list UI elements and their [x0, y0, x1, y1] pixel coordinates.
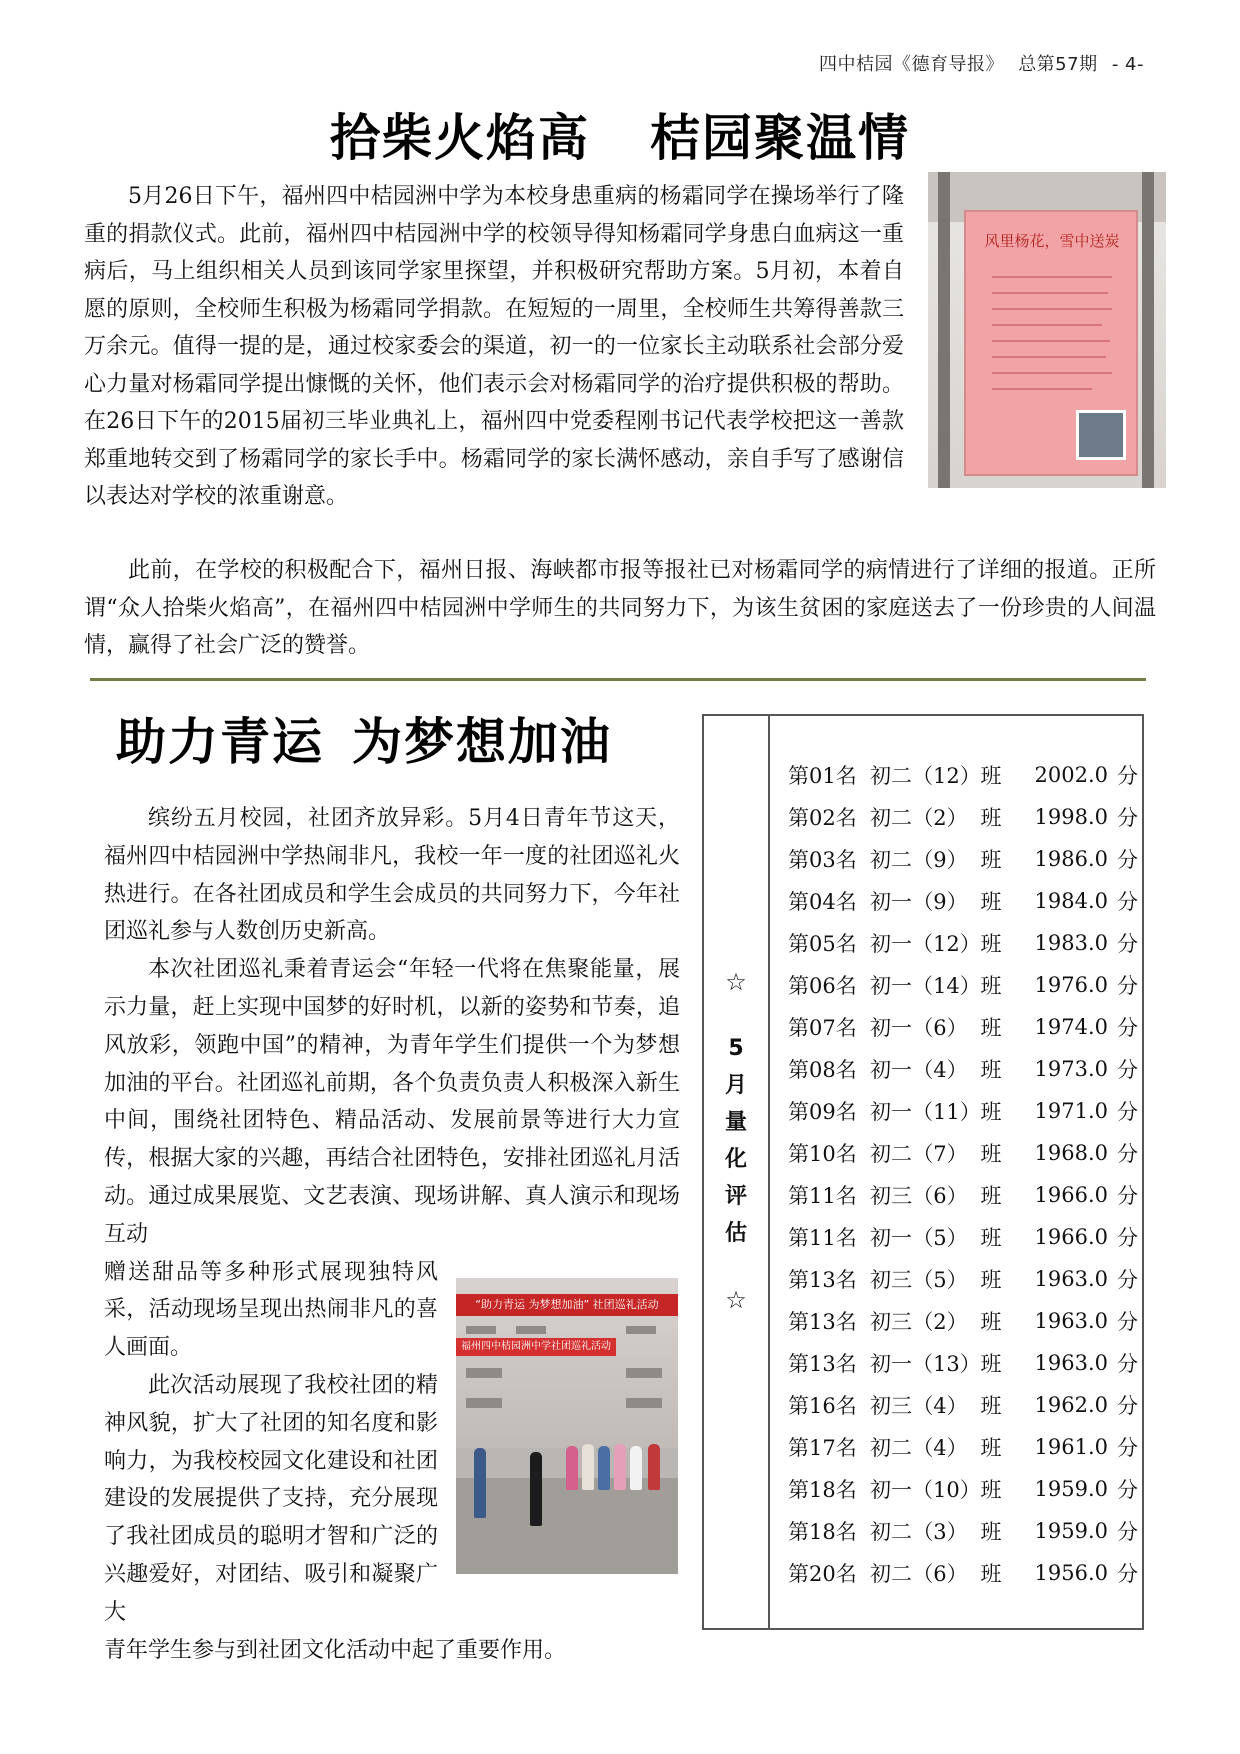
- rank-position: 第06名: [788, 974, 857, 998]
- ranking-row: [788, 1090, 1138, 1132]
- publication-name: 四中桔园《德育导报》: [818, 54, 1004, 75]
- rank-class-word: 班: [980, 848, 1002, 872]
- ranking-row: [788, 1258, 1138, 1300]
- article1-title: [0, 98, 1240, 170]
- article1-body: [84, 178, 904, 516]
- ranking-row: [788, 1174, 1138, 1216]
- rank-position: 第05名: [788, 932, 857, 956]
- rank-unit: 分: [1117, 1226, 1138, 1250]
- rank-class-word: 班: [980, 1226, 1002, 1250]
- rank-unit: 分: [1117, 1016, 1138, 1040]
- photo-window: [516, 1326, 546, 1334]
- article2-paragraph: 缤纷五月校园，社团齐放异彩。5月4日青年节这天，福州四中桔园洲中学热闹非凡，我校一年一度的社团巡礼火热进行。在各社团成员和学生会成员的共同努力下，今年社团巡礼参与人数创历史新高。: [104, 806, 680, 945]
- photo-frame-post: [938, 172, 950, 488]
- poster-board: [964, 210, 1138, 476]
- rank-unit: 分: [1117, 1562, 1138, 1586]
- rank-class-word: 班: [980, 1310, 1002, 1334]
- photo-banner: 福州四中桔园洲中学社团巡礼活动: [456, 1338, 616, 1356]
- rank-grade: 初三: [870, 1394, 912, 1418]
- rank-class-number: （5）: [912, 1226, 968, 1250]
- poster-text-line: [992, 340, 1110, 342]
- article1-body-continued: [84, 552, 1156, 665]
- rank-class-number: （6）: [912, 1184, 968, 1208]
- article1-title-part2: 桔园聚温情: [650, 109, 910, 167]
- ranking-row: [788, 838, 1138, 880]
- photo-person: [614, 1444, 626, 1490]
- rank-class-number: （3）: [912, 1520, 968, 1544]
- article2-paragraph: 此次活动展现了我校社团的精神风貌，扩大了社团的知名度和影响力，为我校校园文化建设和社团建设的发展提供了支持，充分展现了我社团成员的聪明才智和广泛的兴趣爱好，对团结、吸引和凝聚广大: [104, 1372, 438, 1625]
- photo-window: [466, 1368, 502, 1378]
- rank-class-number: （2）: [912, 1310, 968, 1334]
- rank-unit: 分: [1117, 1142, 1138, 1166]
- rank-class-number: （6）: [912, 1016, 968, 1040]
- ranking-row: [788, 1342, 1138, 1384]
- photo-window: [626, 1326, 656, 1334]
- rank-grade: 初二: [870, 1520, 912, 1544]
- rank-unit: 分: [1117, 1478, 1138, 1502]
- photo-person: [566, 1446, 578, 1490]
- rank-grade: 初三: [870, 1184, 912, 1208]
- poster-title: 风里杨花，雪中送炭: [984, 232, 1120, 250]
- photo-ground: [456, 1478, 678, 1574]
- page-header: [811, 50, 1144, 76]
- rank-class-number: （4）: [912, 1436, 968, 1460]
- sidebar-vertical-title: [704, 968, 768, 1314]
- ranking-row: [788, 880, 1138, 922]
- rank-position: 第09名: [788, 1100, 857, 1124]
- ranking-row: [788, 1426, 1138, 1468]
- rank-grade: 初一: [870, 1352, 912, 1376]
- rank-grade: 初一: [870, 974, 912, 998]
- rank-score: 1971.0: [1034, 1099, 1108, 1123]
- photo-banner: “助力青运 为梦想加油” 社团巡礼活动: [456, 1294, 678, 1316]
- rank-class-word: 班: [980, 1520, 1002, 1544]
- rank-score: 1974.0: [1034, 1015, 1108, 1039]
- rank-position: 第11名: [788, 1184, 857, 1208]
- rank-class-number: （2）: [912, 806, 968, 830]
- rank-score: 1962.0: [1034, 1393, 1108, 1417]
- rank-position: 第03名: [788, 848, 857, 872]
- photo-frame-post: [1142, 172, 1154, 488]
- ranking-row: [788, 1216, 1138, 1258]
- rank-score: 1968.0: [1034, 1141, 1108, 1165]
- rank-grade: 初一: [870, 1058, 912, 1082]
- rank-class-word: 班: [980, 1058, 1002, 1082]
- rank-class-number: （12）: [912, 764, 981, 788]
- rank-unit: 分: [1117, 1058, 1138, 1082]
- rank-position: 第08名: [788, 1058, 857, 1082]
- rank-grade: 初一: [870, 932, 912, 956]
- sidebar-divider: [768, 716, 770, 1628]
- rank-class-number: （12）: [912, 932, 981, 956]
- rank-grade: 初一: [870, 890, 912, 914]
- rank-score: 1998.0: [1034, 805, 1108, 829]
- article1-paragraph: 此前，在学校的积极配合下，福州日报、海峡都市报等报社已对杨霜同学的病情进行了详细的报道。正所谓“众人拾柴火焰高”，在福州四中桔园洲中学师生的共同努力下，为该生贫困的家庭送去了一份珍贵的人间温情，赢得了社会广泛的赞誉。: [84, 558, 1156, 658]
- rank-grade: 初一: [870, 1100, 912, 1124]
- ranking-row: [788, 1384, 1138, 1426]
- rank-position: 第11名: [788, 1226, 857, 1250]
- vertical-title-char: 评: [724, 1184, 747, 1209]
- rank-position: 第13名: [788, 1268, 857, 1292]
- rank-class-word: 班: [980, 1352, 1002, 1376]
- rank-grade: 初一: [870, 1478, 912, 1502]
- rank-class-word: 班: [980, 1478, 1002, 1502]
- rank-unit: 分: [1117, 1436, 1138, 1460]
- rank-unit: 分: [1117, 932, 1138, 956]
- rank-score: 1956.0: [1034, 1561, 1108, 1585]
- rank-grade: 初一: [870, 1016, 912, 1040]
- rank-unit: 分: [1117, 1268, 1138, 1292]
- rank-class-number: （14）: [912, 974, 981, 998]
- rank-class-word: 班: [980, 1268, 1002, 1292]
- rank-score: 2002.0: [1034, 763, 1108, 787]
- vertical-title-char: 量: [724, 1110, 747, 1135]
- section-divider: [90, 678, 1146, 681]
- rank-grade: 初二: [870, 806, 912, 830]
- rank-unit: 分: [1117, 1352, 1138, 1376]
- rank-class-number: （13）: [912, 1352, 981, 1376]
- vertical-title-char: 5: [728, 1036, 744, 1061]
- donation-poster-photo: [928, 172, 1166, 488]
- poster-text-line: [992, 388, 1092, 390]
- ranking-row: [788, 1048, 1138, 1090]
- rank-grade: 初二: [870, 764, 912, 788]
- rank-score: 1963.0: [1034, 1267, 1108, 1291]
- rank-class-word: 班: [980, 1100, 1002, 1124]
- article1-title-part1: 拾柴火焰高: [330, 109, 590, 167]
- vertical-title-char: 估: [724, 1221, 747, 1246]
- rank-grade: 初一: [870, 1226, 912, 1250]
- rank-score: 1966.0: [1034, 1225, 1108, 1249]
- poster-text-line: [992, 356, 1106, 358]
- rank-score: 1976.0: [1034, 973, 1108, 997]
- rank-score: 1963.0: [1034, 1309, 1108, 1333]
- photo-person: [598, 1446, 610, 1490]
- ranking-list: [788, 754, 1138, 1594]
- rank-position: 第18名: [788, 1478, 857, 1502]
- rank-class-word: 班: [980, 1184, 1002, 1208]
- article2-title-part2: 为梦想加油: [352, 713, 612, 771]
- rank-score: 1959.0: [1034, 1477, 1108, 1501]
- rank-score: 1961.0: [1034, 1435, 1108, 1459]
- rank-score: 1984.0: [1034, 889, 1108, 913]
- poster-text-line: [992, 324, 1102, 326]
- page-number: - 4-: [1111, 54, 1144, 75]
- photo-window: [466, 1326, 496, 1334]
- rank-class-word: 班: [980, 890, 1002, 914]
- rank-class-word: 班: [980, 1562, 1002, 1586]
- rank-unit: 分: [1117, 1184, 1138, 1208]
- rank-class-number: （6）: [912, 1562, 968, 1586]
- ranking-row: [788, 1510, 1138, 1552]
- rank-position: 第13名: [788, 1352, 857, 1376]
- club-parade-photo: [456, 1278, 678, 1574]
- vertical-title-char: 月: [724, 1073, 747, 1098]
- rank-class-number: （4）: [912, 1394, 968, 1418]
- photo-person: [648, 1444, 660, 1490]
- rank-unit: 分: [1117, 1394, 1138, 1418]
- ranking-row: [788, 964, 1138, 1006]
- rank-class-number: （5）: [912, 1268, 968, 1292]
- photo-person: [630, 1446, 642, 1490]
- photo-window: [626, 1368, 662, 1378]
- ranking-row: [788, 922, 1138, 964]
- rank-position: 第04名: [788, 890, 857, 914]
- ranking-row: [788, 1300, 1138, 1342]
- rank-unit: 分: [1117, 1520, 1138, 1544]
- rank-class-word: 班: [980, 1436, 1002, 1460]
- ranking-row: [788, 1132, 1138, 1174]
- poster-text-line: [992, 276, 1112, 278]
- rank-class-number: （11）: [912, 1100, 981, 1124]
- rank-class-word: 班: [980, 1142, 1002, 1166]
- rank-position: 第17名: [788, 1436, 857, 1460]
- rank-grade: 初三: [870, 1310, 912, 1334]
- rank-score: 1959.0: [1034, 1519, 1108, 1543]
- rank-position: 第01名: [788, 764, 857, 788]
- article2-paragraph-continued: 赠送甜品等多种形式展现独特风采，活动现场呈现出热闹非凡的喜人画面。: [104, 1259, 438, 1361]
- rank-position: 第18名: [788, 1520, 857, 1544]
- poster-text-line: [992, 292, 1108, 294]
- rank-score: 1973.0: [1034, 1057, 1108, 1081]
- ranking-row: [788, 1468, 1138, 1510]
- rank-score: 1986.0: [1034, 847, 1108, 871]
- rank-class-word: 班: [980, 1394, 1002, 1418]
- star-icon: ☆: [725, 968, 747, 996]
- rank-grade: 初三: [870, 1268, 912, 1292]
- rank-grade: 初二: [870, 1562, 912, 1586]
- rank-position: 第20名: [788, 1562, 857, 1586]
- rank-class-number: （9）: [912, 890, 968, 914]
- rank-unit: 分: [1117, 1310, 1138, 1334]
- rank-class-number: （4）: [912, 1058, 968, 1082]
- rank-class-word: 班: [980, 974, 1002, 998]
- poster-text-line: [992, 308, 1112, 310]
- ranking-row: [788, 754, 1138, 796]
- photo-person: [474, 1448, 486, 1518]
- rank-score: 1963.0: [1034, 1351, 1108, 1375]
- ranking-row: [788, 796, 1138, 838]
- rank-unit: 分: [1117, 1100, 1138, 1124]
- article2-paragraph: 本次社团巡礼秉着青运会“年轻一代将在焦聚能量，展示力量，赶上实现中国梦的好时机，以新的姿势和节奏，追风放彩，领跑中国”的精神，为青年学生们提供一个为梦想加油的平台。社团巡礼前期，各个负责负责人积极深入新生中间，围绕社团特色、精品活动、发展前景等进行大力宣传，根据大家的兴趣，再结合社团特色，安排社团巡礼月活动。通过成果展览、文艺表演、现场讲解、真人演示和现场互动: [104, 957, 680, 1247]
- ranking-row: [788, 1006, 1138, 1048]
- photo-person: [530, 1452, 542, 1526]
- rank-unit: 分: [1117, 974, 1138, 998]
- article2-title: [116, 702, 612, 774]
- rank-score: 1983.0: [1034, 931, 1108, 955]
- poster-text-line: [992, 372, 1112, 374]
- rank-class-number: （9）: [912, 848, 968, 872]
- rank-position: 第07名: [788, 1016, 857, 1040]
- issue-number: 总第57期: [1018, 54, 1098, 75]
- rank-class-word: 班: [980, 764, 1002, 788]
- rank-class-word: 班: [980, 932, 1002, 956]
- rank-grade: 初二: [870, 1142, 912, 1166]
- rank-position: 第16名: [788, 1394, 857, 1418]
- star-icon: ☆: [725, 1286, 747, 1314]
- rank-position: 第13名: [788, 1310, 857, 1334]
- rank-position: 第02名: [788, 806, 857, 830]
- rank-class-number: （7）: [912, 1142, 968, 1166]
- article2-paragraph-continued: 青年学生参与到社团文化活动中起了重要作用。: [104, 1637, 567, 1663]
- rank-grade: 初二: [870, 848, 912, 872]
- rank-unit: 分: [1117, 848, 1138, 872]
- ranking-sidebar: [702, 714, 1144, 1630]
- rank-unit: 分: [1117, 806, 1138, 830]
- rank-class-word: 班: [980, 806, 1002, 830]
- photo-person: [582, 1444, 594, 1490]
- rank-score: 1966.0: [1034, 1183, 1108, 1207]
- rank-unit: 分: [1117, 764, 1138, 788]
- vertical-title-char: 化: [724, 1147, 747, 1172]
- poster-photo: [1076, 410, 1126, 460]
- photo-window: [626, 1398, 662, 1408]
- rank-class-word: 班: [980, 1016, 1002, 1040]
- rank-unit: 分: [1117, 890, 1138, 914]
- rank-grade: 初二: [870, 1436, 912, 1460]
- rank-class-number: （10）: [912, 1478, 981, 1502]
- ranking-row: [788, 1552, 1138, 1594]
- photo-window: [466, 1398, 502, 1408]
- article1-paragraph: 5月26日下午，福州四中桔园洲中学为本校身患重病的杨霜同学在操场举行了隆重的捐款仪式。此前，福州四中桔园洲中学的校领导得知杨霜同学身患白血病这一重病后，马上组织相关人员到该同学家里探望，并积极研究帮助方案。5月初，本着自愿的原则，全校师生积极为杨霜同学捐款。在短短的一周里，全校师生共筹得善款三万余元。值得一提的是，通过校家委会的渠道，初一的一位家长主动联系社会部分爱心力量对杨霜同学提出慷慨的关怀，他们表示会对杨霜同学的治疗提供积极的帮助。在26日下午的2015届初三毕业典礼上，福州四中党委程刚书记代表学校把这一善款郑重地转交到了杨霜同学的家长手中。杨霜同学的家长满怀感动，亲自手写了感谢信以表达对学校的浓重谢意。: [84, 184, 904, 509]
- rank-position: 第10名: [788, 1142, 857, 1166]
- article2-title-part1: 助力青运: [116, 713, 324, 771]
